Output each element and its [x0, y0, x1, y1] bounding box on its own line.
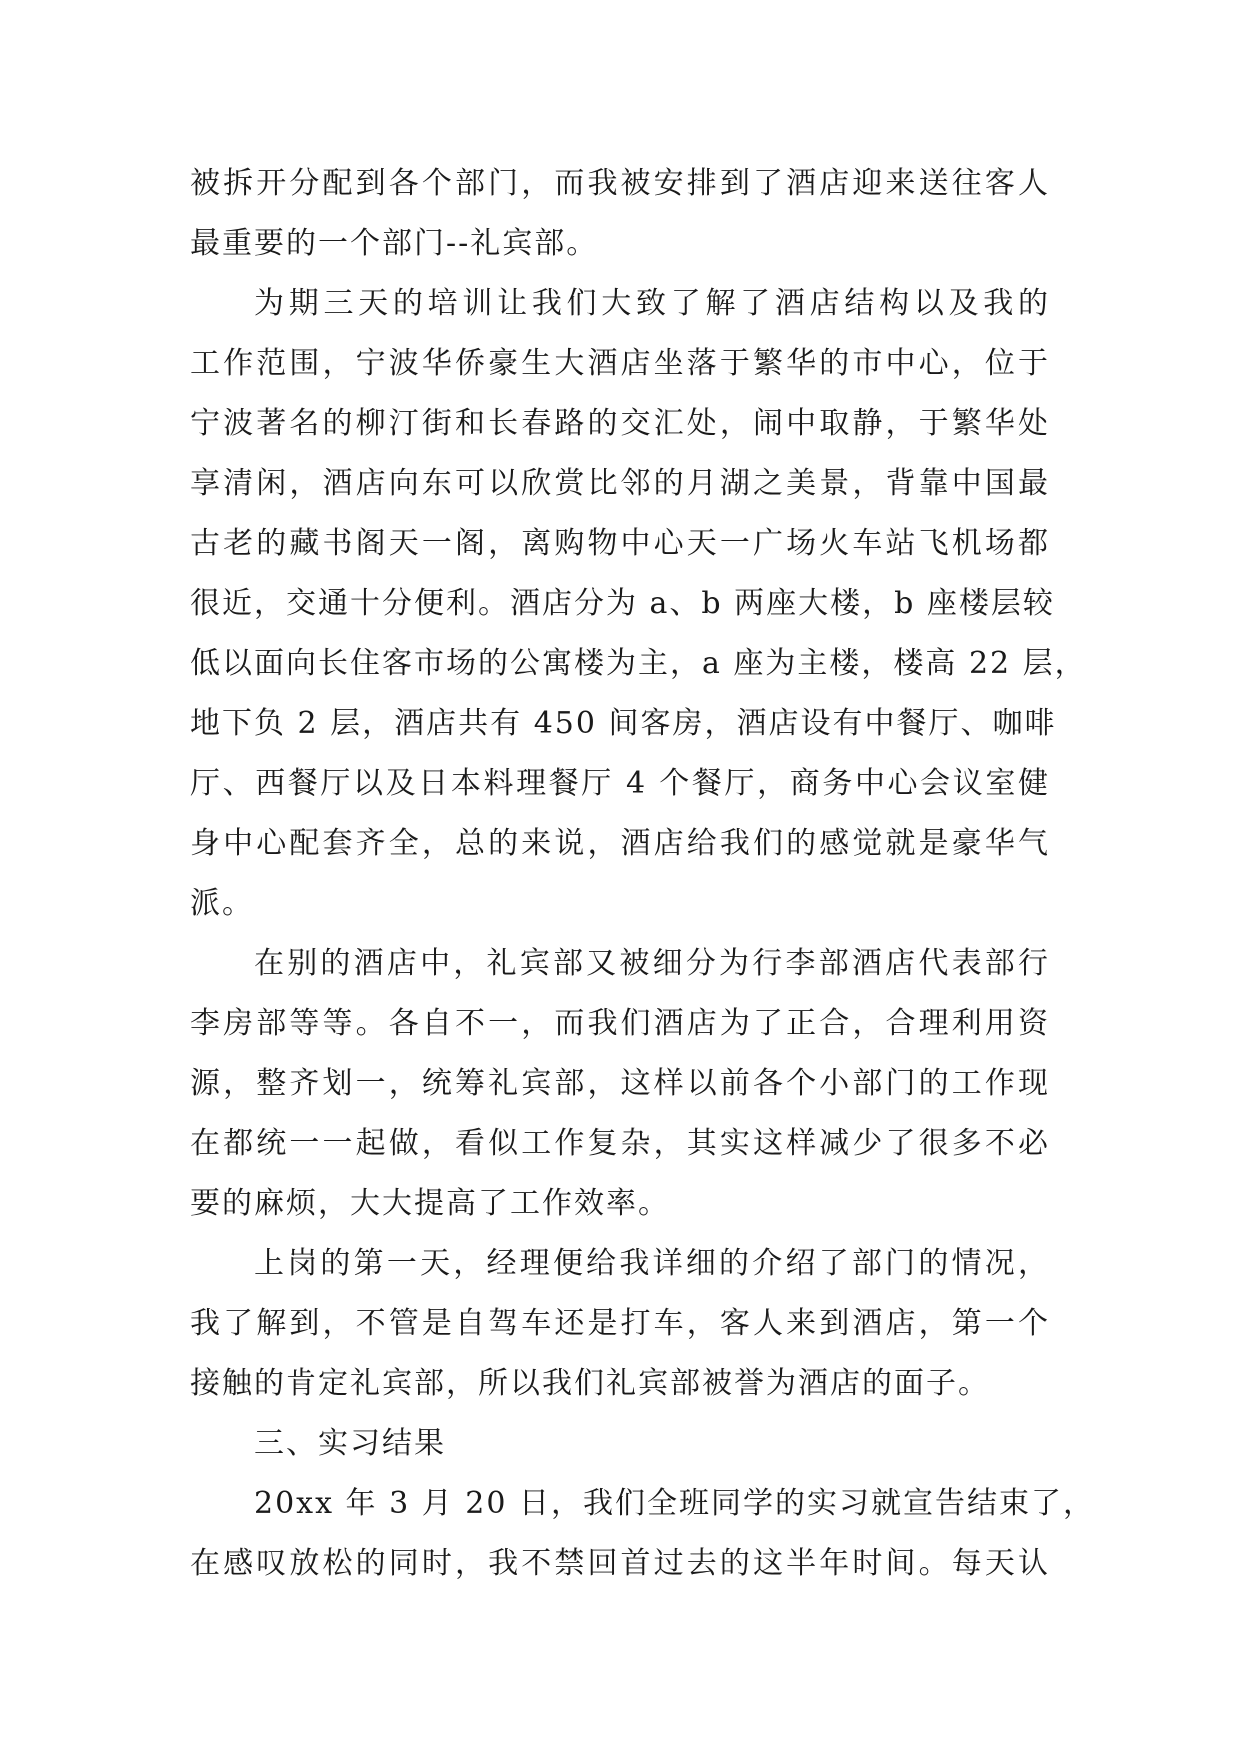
text-line: 我了解到，不管是自驾车还是打车，客人来到酒店，第一个 — [190, 1306, 1050, 1341]
body-text — [190, 154, 1095, 1594]
text-line: 派。 — [190, 886, 254, 921]
text-line: 在都统一一起做，看似工作复杂，其实这样减少了很多不必 — [190, 1126, 1050, 1161]
text-line: 被拆开分配到各个部门，而我被安排到了酒店迎来送往客人 — [190, 166, 1050, 201]
text-line: 身中心配套齐全，总的来说，酒店给我们的感觉就是豪华气 — [190, 826, 1050, 861]
text-line: 李房部等等。各自不一，而我们酒店为了正合，合理利用资 — [190, 1006, 1050, 1041]
text-line: 厅、西餐厅以及日本料理餐厅 4 个餐厅，商务中心会议室健 — [190, 766, 1050, 801]
text-line: 源，整齐划一，统筹礼宾部，这样以前各个小部门的工作现 — [190, 1066, 1050, 1101]
text-line: 最重要的一个部门--礼宾部。 — [190, 226, 599, 261]
text-line: 享清闲，酒店向东可以欣赏比邻的月湖之美景，背靠中国最 — [190, 466, 1050, 501]
paragraph-start-line: 为期三天的培训让我们大致了解了酒店结构以及我的 — [254, 286, 1050, 321]
text-line: 地下负 2 层，酒店共有 450 间客房，酒店设有中餐厅、咖啡 — [190, 706, 1057, 741]
paragraph-start-line: 上岗的第一天，经理便给我详细的介绍了部门的情况， — [254, 1246, 1050, 1281]
text-line: 要的麻烦，大大提高了工作效率。 — [190, 1186, 670, 1221]
section-heading: 三、实习结果 — [254, 1426, 446, 1461]
text-line: 在感叹放松的同时，我不禁回首过去的这半年时间。每天认 — [190, 1546, 1050, 1581]
text-line: 工作范围，宁波华侨豪生大酒店坐落于繁华的市中心，位于 — [190, 346, 1050, 381]
text-line: 很近，交通十分便利。酒店分为 a、b 两座大楼，b 座楼层较 — [190, 586, 1055, 621]
text-line: 宁波著名的柳汀街和长春路的交汇处，闹中取静，于繁华处 — [190, 406, 1050, 441]
paragraph-start-line: 20xx 年 3 月 20 日，我们全班同学的实习就宣告结束了， — [254, 1486, 1095, 1521]
paragraph-start-line: 在别的酒店中，礼宾部又被细分为行李部酒店代表部行 — [254, 946, 1050, 981]
text-line: 低以面向长住客市场的公寓楼为主，a 座为主楼，楼高 22 层， — [190, 646, 1087, 681]
text-line: 接触的肯定礼宾部，所以我们礼宾部被誉为酒店的面子。 — [190, 1366, 990, 1401]
text-line: 古老的藏书阁天一阁，离购物中心天一广场火车站飞机场都 — [190, 526, 1050, 561]
